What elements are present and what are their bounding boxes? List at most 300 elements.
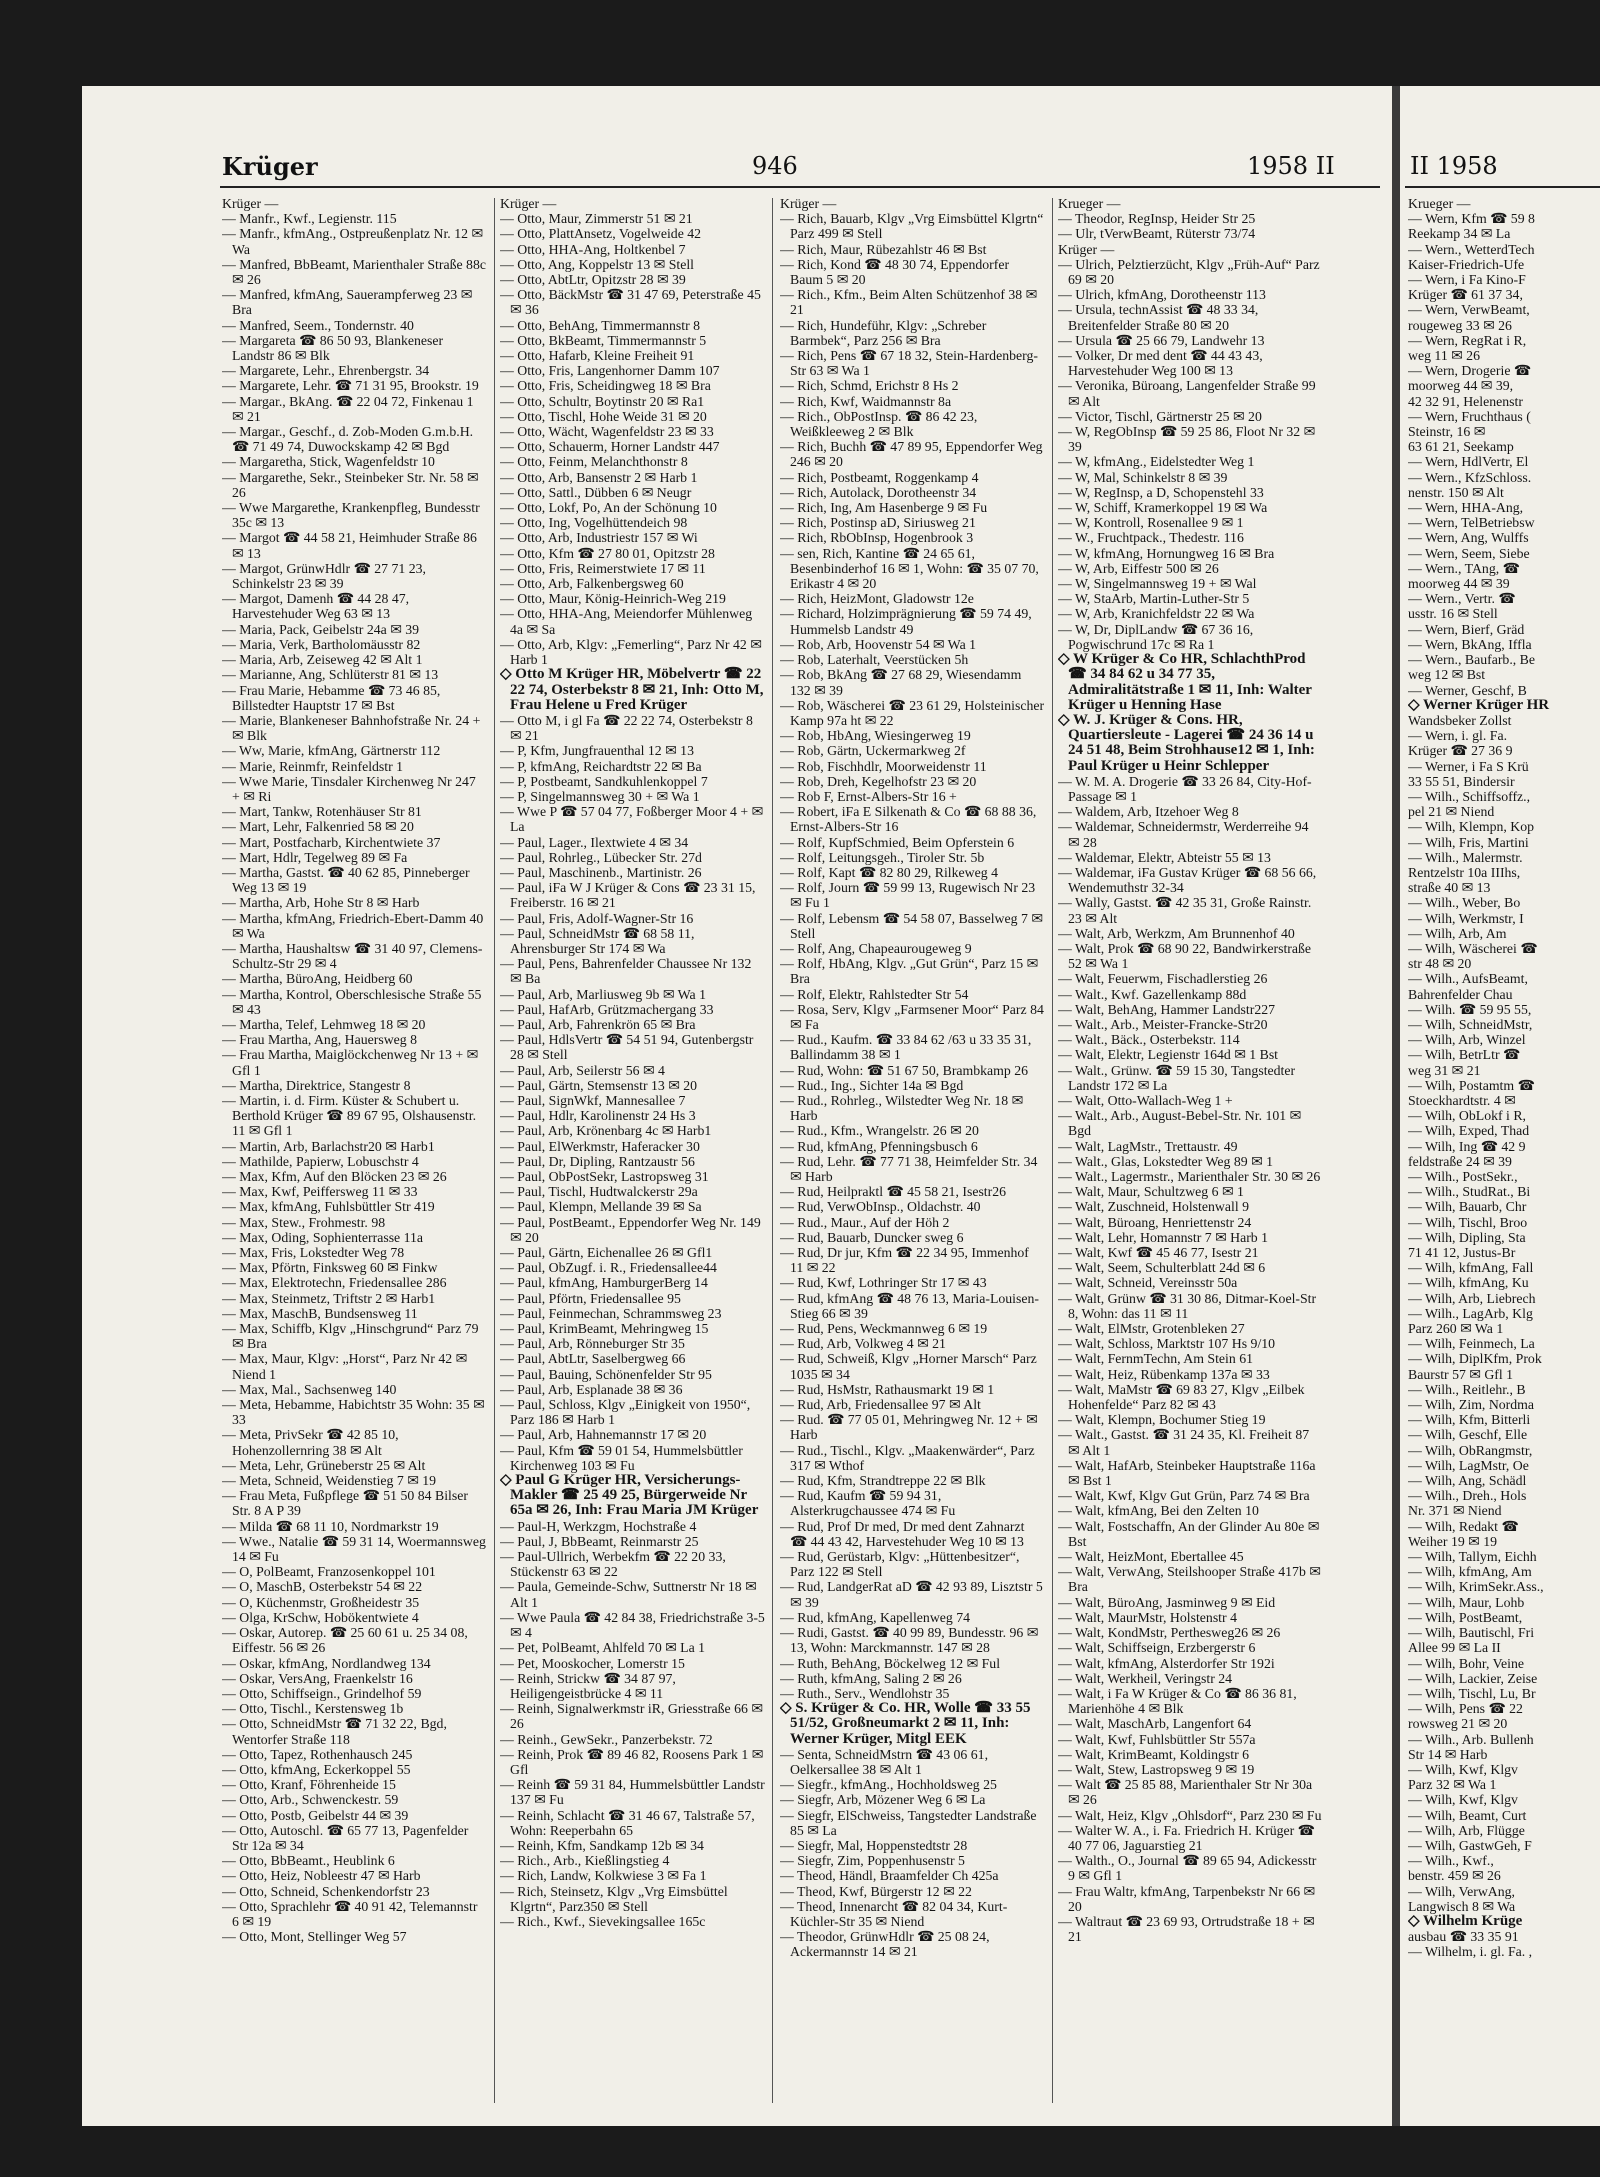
directory-entry: — Otto, HHA-Ang, Meiendorfer Mühlenweg 4a ✉ Sa: [500, 606, 753, 637]
directory-entry: — Rolf, Lebensm ☎ 54 58 07, Basselweg 7 ✉ Stell: [780, 910, 1043, 941]
directory-entry: — Mart, Postfacharb, Kirchentwiete 37: [222, 834, 441, 850]
directory-entry: — Walt, Schiffseign, Erzbergerstr 6: [1058, 1640, 1256, 1656]
directory-entry: — Wally, Gastst. ☎ 42 35 31, Große Rainstr. 23 ✉ Alt: [1058, 895, 1312, 926]
directory-entry: benstr. 459 ✉ 26: [1408, 1868, 1501, 1884]
directory-entry: — Wilhelm, i. gl. Fa. ,: [1408, 1944, 1533, 1960]
directory-entry: — Otto, Mont, Stellinger Weg 57: [222, 1929, 407, 1945]
directory-entry: — Wilh, SchneidMstr,: [1408, 1016, 1533, 1032]
directory-entry: 42 32 91, Helenenstr: [1408, 393, 1523, 409]
directory-entry: — Otto, Fris, Reimerstwiete 17 ✉ 11: [500, 560, 706, 576]
directory-entry: — Wilh, Klempn, Kop: [1408, 819, 1535, 835]
directory-entry: — Rud., Kfm., Wrangelstr. 26 ✉ 20: [780, 1123, 979, 1139]
column-1: [222, 196, 487, 2116]
directory-entry: — Wilh, ObLokf i R,: [1408, 1108, 1526, 1124]
directory-entry: — Rob, Wäscherei ☎ 23 61 29, Holsteinischer Kamp 97a ht ✉ 22: [780, 697, 1045, 728]
directory-entry: — Rud., Tischl., Klgv. „Maakenwärder“, Parz 317 ✉ Wthof: [780, 1442, 1035, 1473]
directory-entry: ◇ W. J. Krüger & Cons. HR, Quartiersleute - Lagerei ☎ 24 36 14 u 24 51 48, Beim Strohhause12 ✉ 1, Inh: Paul Krüger u Heinr Schlepper: [1058, 711, 1315, 774]
directory-entry: — Rolf, Kapt ☎ 82 80 29, Rilkeweg 4: [780, 864, 998, 880]
directory-entry: — Walt, Fostschaffn, An der Glinder Au 80e ✉ Bst: [1058, 1518, 1320, 1549]
column-head: Krueger —: [1058, 196, 1121, 211]
directory-entry: Krüger ☎ 61 37 34,: [1408, 287, 1523, 303]
directory-entry: — Paul, Gärtn, Stemsenstr 13 ✉ 20: [500, 1077, 698, 1093]
directory-entry: — Oskar, Autorep. ☎ 25 60 61 u. 25 34 08, Eiffestr. 56 ✉ 26: [222, 1625, 468, 1656]
directory-entry: — Wern, HHA-Ang,: [1408, 500, 1524, 516]
directory-entry: — W, RegObInsp ☎ 59 25 86, Floot Nr 32 ✉ 39: [1058, 424, 1316, 455]
directory-entry: — Siegfr, ElSchweiss, Tangstedter Landstraße 85 ✉ La: [780, 1807, 1037, 1838]
directory-entry: ◇ Werner Krüger HR: [1408, 696, 1550, 713]
directory-entry: — Otto, kfmAng, Eckerkoppel 55: [222, 1761, 411, 1777]
directory-entry: — Paul, kfmAng, HamburgerBerg 14: [500, 1275, 708, 1291]
directory-entry: — Walter W. A., i. Fa. Friedrich H. Krüger ☎ 40 77 06, Jaguarstieg 21: [1058, 1822, 1315, 1853]
directory-entry: — Margaretha, Stick, Wagenfeldstr 10: [222, 454, 435, 470]
directory-entry: — Paul, Pförtn, Friedensallee 95: [500, 1290, 681, 1306]
directory-entry: — Ruth., Serv., Wendlohstr 35: [780, 1685, 950, 1701]
directory-entry: — Rud, Pens, Weckmannweg 6 ✉ 19: [780, 1321, 988, 1337]
directory-entry: — Victor, Tischl, Gärtnerstr 25 ✉ 20: [1058, 408, 1262, 424]
directory-entry: Langwisch 8 ✉ Wa: [1408, 1898, 1516, 1914]
directory-entry: — Volker, Dr med dent ☎ 44 43 43, Harvestehuder Weg 100 ✉ 13: [1058, 348, 1263, 379]
directory-entry: — Paul, Feinmechan, Schrammsweg 23: [500, 1305, 722, 1321]
directory-entry: — Theodor, RegInsp, Heider Str 25: [1058, 211, 1256, 227]
directory-entry: — Wwe Marie, Tinsdaler Kirchenweg Nr 247 + ✉ Ri: [222, 773, 476, 804]
directory-entry: — Wilh, Kwf, Klgv: [1408, 1761, 1518, 1777]
directory-entry: — Wern., WetterdTech: [1408, 241, 1535, 257]
directory-entry: — Paul, Lager., Ilextwiete 4 ✉ 34: [500, 834, 689, 850]
directory-entry: — Walt, Zuschneid, Holstenwall 9: [1058, 1199, 1249, 1215]
directory-entry: — Senta, SchneidMstrn ☎ 43 06 61, Oelkersallee 38 ✉ Alt 1: [780, 1746, 989, 1777]
directory-entry: — Max, Kwf, Peiffersweg 11 ✉ 33: [222, 1184, 418, 1200]
directory-entry: — Walt., Glas, Lokstedter Weg 89 ✉ 1: [1058, 1153, 1273, 1169]
column-head: Krueger —: [1408, 196, 1471, 211]
directory-entry: ◇ Paul G Krüger HR, Versicherungs-Makler ☎ 25 49 25, Bürgerweide Nr 65a ✉ 26, Inh: Frau Maria JM Krüger: [500, 1472, 759, 1519]
directory-entry: — Werner, i Fa S Krü: [1408, 758, 1529, 774]
directory-entry: — Ruth, kfmAng, Saling 2 ✉ 26: [780, 1670, 962, 1686]
directory-entry: — Max, Elektrotechn, Friedensallee 286: [222, 1275, 447, 1291]
column-head: Krüger —: [500, 196, 557, 211]
directory-entry: Krüger —: [1058, 241, 1115, 257]
directory-entry: — Walt, ElMstr, Grotenbleken 27: [1058, 1321, 1245, 1337]
directory-entry: — Otto, SchneidMstr ☎ 71 32 22, Bgd, Wentorfer Straße 118: [222, 1716, 447, 1747]
directory-entry: — Rolf, Journ ☎ 59 99 13, Rugewisch Nr 23 ✉ Fu 1: [780, 880, 1036, 911]
directory-entry: — Wilh., Reitlehr., B: [1408, 1381, 1526, 1397]
directory-entry: — Paul, Fris, Adolf-Wagner-Str 16: [500, 910, 694, 926]
directory-entry: — Rich, Autolack, Dorotheenstr 34: [780, 484, 977, 500]
directory-entry: — Ruth, BehAng, Böckelweg 12 ✉ Ful: [780, 1655, 1001, 1671]
directory-entry: — sen, Rich, Kantine ☎ 24 65 61, Besenbinderhof 16 ✉ 1, Wohn: ☎ 35 07 70, Erikastr 4 ✉ 20: [780, 545, 1039, 592]
directory-entry: — Rud, Dr jur, Kfm ☎ 22 34 95, Immenhof 11 ✉ 22: [780, 1245, 1029, 1276]
directory-entry: — Wilh. ☎ 59 95 55,: [1408, 1001, 1532, 1017]
directory-entry: — Frau Martha, Maiglöckchenweg Nr 13 + ✉ Gfl 1: [222, 1047, 479, 1078]
directory-entry: — Max, Steinmetz, Triftstr 2 ✉ Harb1: [222, 1290, 436, 1306]
directory-entry: — Wilh, BetrLtr ☎: [1408, 1047, 1521, 1063]
directory-entry: moorweg 44 ✉ 39: [1408, 576, 1510, 592]
directory-entry: — Margar., Geschf., d. Zob-Moden G.m.b.H. ☎ 71 49 74, Duwockskamp 42 ✉ Bgd: [222, 424, 474, 455]
directory-entry: — O, PolBeamt, Franzosenkoppel 101: [222, 1564, 436, 1580]
directory-entry: — Rich, Buchh ☎ 47 89 95, Eppendorfer Weg 246 ✉ 20: [780, 439, 1043, 470]
directory-entry: ◇ W Krüger & Co HR, SchlachthProd ☎ 34 84 62 u 34 77 35, Admiralitätstraße 1 ✉ 11, Inh: Walter Krüger u Henning Hase: [1058, 651, 1312, 713]
directory-entry: — Rich, Postinsp aD, Siriusweg 21: [780, 515, 976, 531]
directory-entry: — Otto, BkBeamt, Timmermannstr 5: [500, 332, 707, 348]
directory-entry: — Otto, BäckMstr ☎ 31 47 69, Peterstraße 45 ✉ 36: [500, 287, 761, 318]
column-head: Krüger —: [222, 196, 279, 211]
directory-entry: — Wern., KfzSchloss.: [1408, 469, 1532, 485]
directory-entry: — Reinh., GewSekr., Panzerbekstr. 72: [500, 1731, 713, 1747]
directory-entry: — Rob, Gärtn, Uckermarkweg 2f: [780, 743, 966, 759]
directory-entry: — W, kfmAng., Eidelstedter Weg 1: [1058, 454, 1255, 470]
directory-entry: — Wilh, GastwGeh, F: [1408, 1837, 1532, 1853]
directory-entry: — Richard, Holzimprägnierung ☎ 59 74 49, Hummelsb Landstr 49: [780, 606, 1032, 637]
directory-entry: — Manfred, kfmAng, Sauerampferweg 23 ✉ Bra: [222, 287, 473, 318]
header-rule: [220, 186, 1380, 188]
directory-entry: Allee 99 ✉ La II: [1408, 1640, 1501, 1656]
directory-entry: — Wilh, kfmAng, Ku: [1408, 1275, 1529, 1291]
directory-entry: — Rich., Kfm., Beim Alten Schützenhof 38 ✉ 21: [780, 287, 1038, 318]
directory-entry: — Rob, Laterhalt, Veerstücken 5h: [780, 652, 969, 668]
directory-entry: — P, Kfm, Jungfrauenthal 12 ✉ 13: [500, 743, 694, 759]
directory-entry: — Wern, Seem, Siebe: [1408, 545, 1530, 561]
directory-entry: — Walt, HafArb, Steinbeker Hauptstraße 116a ✉ Bst 1: [1058, 1457, 1316, 1489]
directory-entry: — Otto, Fris, Scheidingweg 18 ✉ Bra: [500, 378, 711, 394]
directory-entry: — Wilh, Ang, Schädl: [1408, 1473, 1527, 1489]
directory-entry: — Paul, Gärtn, Eichenallee 26 ✉ Gfl1: [500, 1245, 713, 1261]
directory-entry: — Otto, Tischl, Hohe Weide 31 ✉ 20: [500, 408, 707, 424]
directory-entry: — Frau Waltr, kfmAng, Tarpenbekstr Nr 66 ✉ 20: [1058, 1883, 1316, 1914]
directory-entry: — Walt, MaurMstr, Holstenstr 4: [1058, 1609, 1237, 1625]
directory-entry: — Wilh, DiplKfm, Prok: [1408, 1351, 1542, 1367]
directory-entry: — Wilh, Postamtm ☎: [1408, 1077, 1535, 1093]
directory-entry: — Meta, Hebamme, Habichtstr 35 Wohn: 35 ✉ 33: [222, 1397, 485, 1428]
directory-entry: — Maria, Pack, Geibelstr 24a ✉ 39: [222, 621, 420, 637]
year-volume: 1958 II: [1247, 152, 1335, 180]
directory-entry: — Wern, i Fa Kino-F: [1408, 272, 1526, 288]
directory-entry: — Waltraut ☎ 23 69 93, Ortrudstraße 18 + ✉ 21: [1058, 1913, 1315, 1945]
directory-entry: — Pet, Mooskocher, Lomerstr 15: [500, 1655, 685, 1671]
directory-entry: — Pet, PolBeamt, Ahlfeld 70 ✉ La 1: [500, 1640, 706, 1656]
directory-entry: — Paul, KrimBeamt, Mehringweg 15: [500, 1321, 709, 1337]
directory-entry: — Walt, KondMstr, Perthesweg26 ✉ 26: [1058, 1625, 1281, 1641]
directory-entry: ◇ Otto M Krüger HR, Möbelvertr ☎ 22 22 74, Osterbekstr 8 ✉ 21, Inh: Otto M, Frau Helene u Fred Krüger: [500, 666, 764, 713]
directory-entry: — Walt, Kwf ☎ 45 46 77, Isestr 21: [1058, 1245, 1259, 1261]
directory-entry: — Rich., Kwf., Sievekingsallee 165c: [500, 1913, 706, 1929]
directory-entry: — Otto, Maur, Zimmerstr 51 ✉ 21: [500, 211, 693, 227]
directory-entry: — Wwe Margarethe, Krankenpfleg, Bundesstr 35c ✉ 13: [222, 500, 480, 531]
directory-entry: — Reinh, Kfm, Sandkamp 12b ✉ 34: [500, 1837, 704, 1853]
directory-entry: — Paul, ElWerkmstr, Haferacker 30: [500, 1138, 700, 1154]
directory-entry: Krüger ☎ 27 36 9: [1408, 743, 1513, 759]
directory-entry: — Wern, Kfm ☎ 59 8: [1408, 211, 1535, 227]
directory-entry: weg 12 ✉ Bst: [1408, 667, 1486, 683]
directory-entry: — Rich, Ing, Am Hasenberge 9 ✉ Fu: [780, 500, 988, 516]
directory-entry: — O, Küchenmstr, Großheidestr 35: [222, 1594, 420, 1610]
directory-entry: — Theod, Händl, Braamfelder Ch 425a: [780, 1868, 999, 1884]
directory-entry: — Rich, Steinsetz, Klgv „Vrg Eimsbüttel Klgrtn“, Parz350 ✉ Stell: [500, 1883, 728, 1914]
directory-entry: — Walt, Seem, Schulterblatt 24d ✉ 6: [1058, 1260, 1266, 1276]
directory-entry: — Rud, Arb, Friedensallee 97 ✉ Alt: [780, 1397, 981, 1413]
directory-entry: — Rud, Gerüstarb, Klgv: „Hüttenbesitzer“, Parz 122 ✉ Stell: [780, 1549, 1020, 1580]
directory-entry: — Walt., Lagermstr., Marienthaler Str. 30 ✉ 26: [1058, 1169, 1321, 1184]
directory-entry: — Wern, TelBetriebsw: [1408, 515, 1535, 531]
directory-entry: — Wilh, Kfm, Bitterli: [1408, 1412, 1531, 1428]
directory-entry: — Walt, Schloss, Marktstr 107 Hs 9/10: [1058, 1336, 1276, 1352]
directory-entry: straße 40 ✉ 13: [1408, 880, 1491, 896]
directory-entry: — Ww, Marie, kfmAng, Gärtnerstr 112: [222, 743, 441, 759]
directory-entry: weg 31 ✉ 21: [1408, 1062, 1481, 1078]
directory-entry: — W, Arb, Eiffestr 500 ✉ 26: [1058, 560, 1219, 576]
directory-entry: — Paul, Dr, Dipling, Rantzaustr 56: [500, 1153, 695, 1169]
directory-entry: — Otto, Feinm, Melanchthonstr 8: [500, 454, 688, 470]
directory-entry: Stoeckhardtstr. 4 ✉: [1408, 1092, 1516, 1108]
page-number: 946: [752, 152, 798, 180]
directory-entry: — Rob, Arb, Hoovenstr 54 ✉ Wa 1: [780, 636, 977, 652]
directory-entry: — Paul, Arb, Fahrenkrön 65 ✉ Bra: [500, 1016, 696, 1032]
directory-entry: — Wilh., StudRat., Bi: [1408, 1184, 1531, 1200]
directory-entry: — Walt, Grünw ☎ 31 30 86, Ditmar-Koel-Str 8, Wohn: das 11 ✉ 11: [1058, 1290, 1317, 1321]
directory-entry: — Waldemar, Schneidermstr, Werderreihe 94 ✉ 28: [1058, 819, 1309, 850]
directory-entry: — Walt, Werkheil, Veringstr 24: [1058, 1670, 1233, 1686]
directory-entry: — Rich., Arb., Kießlingstieg 4: [500, 1853, 670, 1869]
directory-entry: — Paul, PostBeamt., Eppendorfer Weg Nr. 149 ✉ 20: [500, 1214, 761, 1245]
directory-entry: — Rud. ☎ 77 05 01, Mehringweg Nr. 12 + ✉ Harb: [780, 1412, 1038, 1443]
directory-entry: — Rolf, Elektr, Rahlstedter Str 54: [780, 986, 969, 1002]
directory-entry: — Rolf, Leitungsgeh., Tiroler Str. 5b: [780, 849, 985, 865]
directory-entry: — Rud, Schweiß, Klgv „Horner Marsch“ Parz 1035 ✉ 34: [780, 1351, 1037, 1382]
directory-entry: — Rich, Maur, Rübezahlstr 46 ✉ Bst: [780, 241, 987, 257]
directory-entry: — Wilh, Bauarb, Chr: [1408, 1199, 1527, 1215]
directory-entry: — Otto, Postb, Geibelstr 44 ✉ 39: [222, 1807, 409, 1823]
column-4: [1058, 196, 1323, 2116]
directory-entry: — Wilh, Zim, Nordma: [1408, 1397, 1535, 1413]
directory-entry: — Marie, Blankeneser Bahnhofstraße Nr. 24 + ✉ Blk: [222, 712, 481, 744]
directory-entry: — Martha, Haushaltsw ☎ 31 40 97, Clemens-Schultz-Str 29 ✉ 4: [222, 940, 483, 972]
directory-entry: — Oskar, kfmAng, Nordlandweg 134: [222, 1655, 431, 1671]
directory-entry: — Otto, AbtLtr, Opitzstr 28 ✉ 39: [500, 272, 686, 288]
directory-entry: Parz 260 ✉ Wa 1: [1408, 1321, 1504, 1337]
directory-entry: — Otto, Arb, Falkenbergsweg 60: [500, 576, 684, 592]
directory-entry: ◇ Wilhelm Krüge: [1408, 1912, 1523, 1929]
directory-entry: — Rich, Postbeamt, Roggenkamp 4: [780, 469, 979, 485]
header-rule: [1405, 186, 1600, 188]
directory-entry: — Martha, Gastst. ☎ 40 62 85, Pinneberger Weg 13 ✉ 19: [222, 864, 470, 896]
directory-entry: — Manfred, BbBeamt, Marienthaler Straße 88c ✉ 26: [222, 256, 486, 288]
directory-entry: — Rich, RbObInsp, Hogenbrook 3: [780, 530, 974, 546]
directory-entry: — Max, Schiffb, Klgv „Hinschgrund“ Parz 79 ✉ Bra: [222, 1321, 479, 1352]
directory-entry: — Theodor, GrünwHdlr ☎ 25 08 24, Ackermannstr 14 ✉ 21: [780, 1929, 990, 1960]
directory-entry: str 48 ✉ 20: [1408, 956, 1472, 972]
directory-entry: — Rolf, HbAng, Klgv. „Gut Grün“, Parz 15 ✉ Bra: [780, 956, 1039, 987]
directory-entry: — Reinh, Prok ☎ 89 46 82, Roosens Park 1 ✉ Gfl: [500, 1746, 764, 1777]
directory-entry: — Wilh., PostSekr.,: [1408, 1169, 1518, 1184]
directory-entry: — Waldem, Arb, Itzehoer Weg 8: [1058, 804, 1239, 820]
directory-entry: — Rud, Heilpraktl ☎ 45 58 21, Isestr26: [780, 1184, 1007, 1200]
directory-entry: — Margareta ☎ 86 50 93, Blankeneser Landstr 86 ✉ Blk: [222, 332, 444, 364]
directory-entry: — Wilh, Kwf, Klgv: [1408, 1792, 1518, 1808]
directory-entry: — Wilh, Feinmech, La: [1408, 1336, 1535, 1352]
directory-entry: — Walt, Elektr, Legienstr 164d ✉ 1 Bst: [1058, 1047, 1279, 1063]
directory-entry: — Robert, iFa E Silkenath & Co ☎ 68 88 36, Ernst-Albers-Str 16: [780, 804, 1037, 835]
directory-entry: — Walt., Kwf. Gazellenkamp 88d: [1058, 986, 1247, 1002]
directory-entry: — Rud, Wohn: ☎ 51 67 50, Brambkamp 26: [780, 1062, 1029, 1078]
directory-entry: — Otto, Fris, Langenhorner Damm 107: [500, 363, 720, 379]
directory-entry: — Wilh, Bautischl, Fri: [1408, 1625, 1535, 1641]
directory-entry: — Margarethe, Sekr., Steinbeker Str. Nr. 58 ✉ 26: [222, 469, 479, 500]
directory-entry: — Otto, PlattAnsetz, Vogelweide 42: [500, 226, 702, 242]
directory-entry: — Werner, Geschf, B: [1408, 682, 1527, 698]
directory-entry: Wandsbeker Zollst: [1408, 712, 1512, 728]
directory-entry: — Walt, MaMstr ☎ 69 83 27, Klgv „Eilbek Hohenfelde“ Parz 82 ✉ 43: [1058, 1381, 1305, 1413]
directory-entry: — Rud, Kfm, Strandtreppe 22 ✉ Blk: [780, 1473, 986, 1489]
directory-entry: — Wern, Bierf, Gräd: [1408, 621, 1525, 637]
directory-entry: — Rob F, Ernst-Albers-Str 16 +: [780, 788, 957, 804]
directory-entry: — Wern, Ang, Wulffs: [1408, 530, 1529, 546]
directory-entry: — P, kfmAng, Reichardtstr 22 ✉ Ba: [500, 758, 702, 774]
directory-entry: — Rudi, Gastst. ☎ 40 99 89, Bundesstr. 96 ✉ 13, Wohn: Marckmannstr. 147 ✉ 28: [780, 1625, 1039, 1656]
directory-entry: — Wilh, Dipling, Sta: [1408, 1229, 1526, 1245]
directory-entry: — Otto, Sprachlehr ☎ 40 91 42, Telemannstr 6 ✉ 19: [222, 1898, 478, 1929]
directory-entry: — Maria, Verk, Bartholomäusstr 82: [222, 636, 421, 652]
directory-entry: — Wilh, Redakt ☎: [1408, 1518, 1519, 1534]
directory-entry: Parz 32 ✉ Wa 1: [1408, 1777, 1497, 1793]
directory-entry: — Paul, Maschinenb., Martinistr. 26: [500, 864, 702, 880]
directory-entry: moorweg 44 ✉ 39,: [1408, 378, 1514, 394]
directory-entry: — Rob, HbAng, Wiesingerweg 19: [780, 728, 971, 744]
directory-entry: — Max, Fris, Lokstedter Weg 78: [222, 1245, 405, 1261]
directory-entry: — Wern., Vertr. ☎: [1408, 591, 1516, 607]
directory-entry: — Wilh., Weber, Bo: [1408, 895, 1521, 911]
directory-entry: — Wilh, Geschf, Elle: [1408, 1427, 1528, 1443]
directory-entry: — Otto, Wächt, Wagenfeldstr 23 ✉ 33: [500, 424, 714, 440]
directory-entry: — Walt, Kwf, Klgv Gut Grün, Parz 74 ✉ Bra: [1058, 1488, 1310, 1504]
directory-entry: — Manfr., kfmAng., Ostpreußenplatz Nr. 12 ✉ Wa: [222, 226, 484, 257]
directory-entry: — Wern, VerwBeamt,: [1408, 302, 1530, 318]
directory-entry: — Rud, VerwObInsp., Oldachstr. 40: [780, 1199, 981, 1215]
directory-entry: — Walt., Gastst. ☎ 31 24 35, Kl. Freiheit 87 ✉ Alt 1: [1058, 1427, 1310, 1458]
directory-entry: rougeweg 33 ✉ 26: [1408, 317, 1512, 333]
directory-entry: — Walt, Stew, Lastropsweg 9 ✉ 19: [1058, 1761, 1255, 1777]
directory-entry: — Siegfr, Zim, Poppenhusenstr 5: [780, 1853, 965, 1869]
directory-entry: — Rud, HsMstr, Rathausmarkt 19 ✉ 1: [780, 1381, 995, 1397]
directory-entry: — Wilh, kfmAng, Fall: [1408, 1260, 1534, 1276]
directory-entry: — Milda ☎ 68 11 10, Nordmarkstr 19: [222, 1518, 439, 1534]
directory-entry: — Max, Pförtn, Finksweg 60 ✉ Finkw: [222, 1260, 438, 1276]
directory-entry: — Otto, Autoschl. ☎ 65 77 13, Pagenfelder Str 12a ✉ 34: [222, 1822, 469, 1853]
column-divider: [494, 198, 495, 2103]
directory-entry: — Walt., Bäck., Osterbekstr. 114: [1058, 1032, 1240, 1048]
directory-entry: — Max, Mal., Sachsenweg 140: [222, 1381, 397, 1397]
directory-entry: — Wilh, Exped, Thad: [1408, 1123, 1530, 1139]
directory-entry: — W. M. A. Drogerie ☎ 33 26 84, City-Hof-Passage ✉ 1: [1058, 773, 1312, 804]
directory-entry: — Paul, Hdlr, Karolinenstr 24 Hs 3: [500, 1108, 696, 1124]
directory-entry: — Walt, Klempn, Bochumer Stieg 19: [1058, 1412, 1266, 1428]
directory-entry: — Wilh, Tallym, Eichh: [1408, 1549, 1537, 1565]
directory-entry: — Rich, Schmd, Erichstr 8 Hs 2: [780, 378, 959, 394]
directory-entry: — Wilh., Arb. Bullenh: [1408, 1731, 1534, 1747]
directory-entry: — Walth., O., Journal ☎ 89 65 94, Adickesstr 9 ✉ Gfl 1: [1058, 1853, 1317, 1884]
directory-entry: — Marianne, Ang, Schlüterstr 81 ✉ 13: [222, 667, 439, 683]
directory-entry: — W, Mal, Schinkelstr 8 ✉ 39: [1058, 469, 1228, 485]
directory-entry: — Otto, BehAng, Timmermannstr 8: [500, 317, 701, 333]
directory-entry: — Otto, HHA-Ang, Holtkenbel 7: [500, 241, 686, 257]
directory-entry: — W, Schiff, Kramerkoppel 19 ✉ Wa: [1058, 500, 1268, 516]
directory-entry: — Paul, iFa W J Krüger & Cons ☎ 23 31 15, Freiberstr. 16 ✉ 21: [500, 880, 756, 911]
directory-entry: — Paul, SignWkf, Mannesallee 7: [500, 1092, 686, 1108]
directory-entry: — W, Singelmannsweg 19 + ✉ Wal: [1058, 576, 1257, 592]
book-gutter: [1392, 86, 1400, 2126]
directory-entry: — Otto, BbBeamt., Heublink 6: [222, 1853, 395, 1869]
directory-entry: — Otto, Arb., Schwenckestr. 59: [222, 1792, 399, 1808]
directory-entry: Nr. 371 ✉ Niend: [1408, 1503, 1502, 1519]
directory-entry: — Wern., Baufarb., Be: [1408, 652, 1535, 668]
directory-entry: — Otto, Arb, Bansenstr 2 ✉ Harb 1: [500, 469, 698, 485]
column-divider: [772, 198, 773, 2103]
running-head-name: Krüger: [222, 152, 318, 181]
directory-entry: — P, Postbeamt, Sandkuhlenkoppel 7: [500, 773, 708, 789]
directory-entry: — Paul, Arb, Esplanade 38 ✉ 36: [500, 1381, 683, 1397]
directory-entry: — Wilh, VerwAng,: [1408, 1883, 1516, 1899]
directory-entry: — Wern, RegRat i R,: [1408, 332, 1527, 348]
directory-entry: — Wilh, Maur, Lohb: [1408, 1594, 1525, 1610]
directory-entry: — Martha, Arb, Hohe Str 8 ✉ Harb: [222, 895, 420, 911]
directory-entry: — Mathilde, Papierw, Lobuschstr 4: [222, 1153, 419, 1169]
directory-entry: — Max, kfmAng, Fuhlsbüttler Str 419: [222, 1199, 435, 1215]
directory-entry: — Wilh, Tischl, Lu, Br: [1408, 1685, 1536, 1701]
directory-entry: — Paul, AbtLtr, Saselbergweg 66: [500, 1351, 686, 1367]
directory-entry: — Paul, Arb, Marliusweg 9b ✉ Wa 1: [500, 986, 707, 1002]
directory-entry: — Paul, HafArb, Grützmachergang 33: [500, 1001, 714, 1017]
directory-entry: — Wern, i. gl. Fa.: [1408, 728, 1508, 744]
directory-entry: — Paul, Bauing, Schönenfelder Str 95: [500, 1366, 712, 1382]
directory-entry: — Meta, Schneid, Weidenstieg 7 ✉ 19: [222, 1473, 437, 1489]
directory-entry: — Paul, Arb, Hahnemannstr 17 ✉ 20: [500, 1427, 707, 1443]
directory-entry: — Mart, Hdlr, Tegelweg 89 ✉ Fa: [222, 849, 408, 865]
directory-entry: — Wwe Paula ☎ 42 84 38, Friedrichstraße 3-5 ✉ 4: [500, 1609, 765, 1641]
directory-entry: — Waldemar, iFa Gustav Krüger ☎ 68 56 66, Wendemuthstr 32-34: [1058, 864, 1317, 896]
directory-entry: — Walt, Kwf, Fuhlsbüttler Str 557a: [1058, 1731, 1256, 1747]
directory-entry: — Otto, Schneid, Schenkendorfstr 23: [222, 1883, 430, 1899]
directory-entry: feldstraße 24 ✉ 39: [1408, 1153, 1512, 1169]
directory-entry: — Walt., Arb., Meister-Francke-Str20: [1058, 1016, 1268, 1032]
directory-entry: — P, Singelmannsweg 30 + ✉ Wa 1: [500, 788, 700, 804]
directory-entry: — Rud, Lehr. ☎ 77 71 38, Heimfelder Str. 34 ✉ Harb: [780, 1153, 1038, 1184]
directory-entry: — Siegfr, Mal, Hoppenstedtstr 28: [780, 1837, 968, 1853]
directory-entry: — Paul, Klempn, Mellande 39 ✉ Sa: [500, 1199, 702, 1215]
directory-entry: — Rich, Pens ☎ 67 18 32, Stein-Hardenberg-Str 63 ✉ Wa 1: [780, 348, 1038, 379]
directory-entry: — Wilh, LagMstr, Oe: [1408, 1457, 1529, 1473]
directory-entry: — Ursula ☎ 25 66 79, Landwehr 13: [1058, 332, 1265, 348]
directory-entry: — Wilh, Tischl, Broo: [1408, 1214, 1528, 1230]
directory-entry: ausbau ☎ 33 35 91: [1408, 1929, 1519, 1945]
directory-entry: — Paul, SchneidMstr ☎ 68 58 11, Ahrensburger Str 174 ✉ Wa: [500, 925, 695, 956]
directory-entry: — Walt., Grünw. ☎ 59 15 30, Tangstedter Landstr 172 ✉ La: [1058, 1062, 1296, 1093]
directory-entry: — Paul, J, BbBeamt, Reinmarstr 25: [500, 1533, 699, 1549]
directory-entry: — W, StaArb, Martin-Luther-Str 5: [1058, 591, 1250, 607]
directory-entry: — Max, Oding, Sophienterrasse 11a: [222, 1229, 424, 1245]
directory-entry: — Otto, Kranf, Föhrenheide 15: [222, 1777, 396, 1793]
directory-entry: — Walt, Heiz, Rübenkamp 137a ✉ 33: [1058, 1366, 1270, 1382]
directory-entry: — Ulrich, kfmAng, Dorotheenstr 113: [1058, 287, 1266, 303]
directory-entry: — Frau Marie, Hebamme ☎ 73 46 85, Billstedter Hauptstr 17 ✉ Bst: [222, 682, 441, 713]
directory-entry: — Paul, ObZugf. i. R., Friedensallee44: [500, 1260, 717, 1276]
directory-entry: — Rud, Bauarb, Duncker sweg 6: [780, 1229, 964, 1245]
directory-entry: — Rud, Arb, Volkweg 4 ✉ 21: [780, 1336, 946, 1352]
directory-entry: — Wilh, Beamt, Curt: [1408, 1807, 1527, 1823]
directory-entry: — Otto, Kfm ☎ 27 80 01, Opitzstr 28: [500, 545, 715, 561]
directory-entry: — Waldemar, Elektr, Abteistr 55 ✉ 13: [1058, 849, 1271, 865]
directory-entry: — Walt, i Fa W Krüger & Co ☎ 86 36 81, Marienhöhe 4 ✉ Blk: [1058, 1685, 1297, 1717]
directory-entry: — Wilh., Schiffsoffz.,: [1408, 788, 1531, 804]
directory-entry: — Otto, Lokf, Po, An der Schönung 10: [500, 500, 717, 516]
directory-entry: — Marie, Reinmfr, Reinfeldstr 1: [222, 758, 404, 774]
directory-entry: — Wern, BkAng, Iffla: [1408, 636, 1532, 652]
